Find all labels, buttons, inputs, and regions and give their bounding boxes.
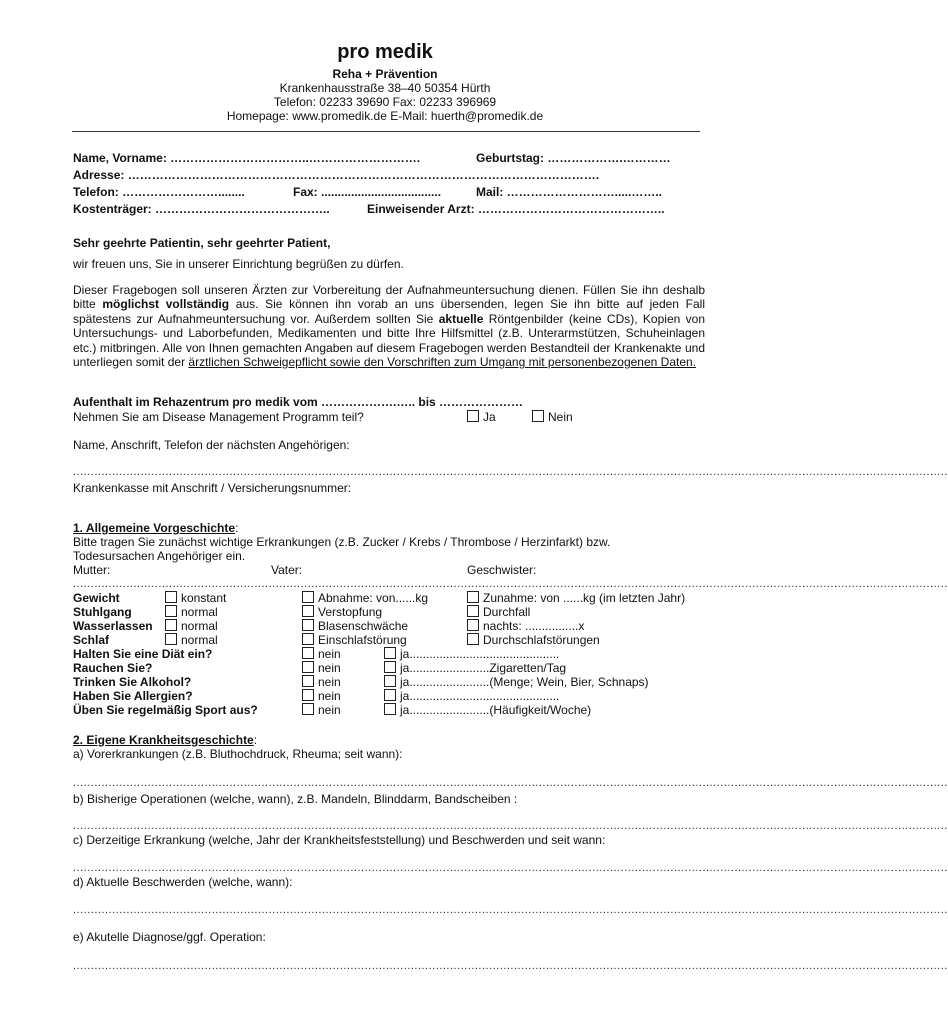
section-1-colon: : [235, 521, 239, 535]
section-1-heading [73, 521, 238, 535]
sleep-onset-disorder-option[interactable] [302, 633, 407, 647]
option-label: ja........................Zigaretten/Tag [400, 661, 567, 675]
sport-no-option[interactable] [302, 703, 341, 717]
option-label: ja............................................. [400, 647, 560, 661]
checkbox[interactable] [384, 647, 396, 659]
stay-period-field[interactable]: Aufenthalt im Rehazentrum pro medik vom ……………….….. bis ………………… [73, 395, 524, 409]
clinic-phone: Telefon: 02233 39690 Fax: 02233 396969 [273, 95, 497, 109]
option-label: Durchfall [483, 605, 531, 619]
smoking-yes-option[interactable] [384, 661, 566, 675]
checkbox[interactable] [302, 633, 314, 645]
referring-doctor-field[interactable]: Einweisender Arzt: ……………………………………….. [367, 202, 665, 216]
checkbox[interactable] [302, 661, 314, 673]
checkbox[interactable] [467, 619, 479, 631]
section-1-text-1: Bitte tragen Sie zunächst wichtige Erkrankungen (z.B. Zucker / Krebs / Thrombose / Herzinfarkt) bzw. [73, 535, 611, 549]
option-label: ja........................(Häufigkeit/Woche) [400, 703, 592, 717]
father-label: Vater: [271, 563, 303, 577]
weight-constant-option[interactable] [165, 591, 226, 605]
habit-label-diet: Halten Sie eine Diät ein? [73, 647, 213, 661]
diet-yes-option[interactable] [384, 647, 559, 661]
current-illness-dotline[interactable]: ...................................................................................................................................................................................................................................................... [73, 862, 948, 874]
clinic-web: Homepage: www.promedik.de E-Mail: huerth@promedik.de [226, 109, 544, 123]
checkbox[interactable] [384, 689, 396, 701]
family-history-dotline[interactable]: ...................................................................................................................................................................................................................................................... [73, 578, 948, 590]
section-2-heading [73, 733, 257, 747]
weight-gain-option[interactable] [467, 591, 685, 605]
dmp-question: Nehmen Sie am Disease Management Programm teil? [73, 410, 364, 424]
option-label: ja........................(Menge; Wein, Bier, Schnaps) [400, 675, 649, 689]
checkbox[interactable] [467, 605, 479, 617]
option-label: nein [318, 703, 341, 717]
dmp-no-option[interactable] [532, 410, 573, 424]
checkbox[interactable] [165, 619, 177, 631]
prior-operations-label: b) Bisherige Operationen (welche, wann), z.B. Mandeln, Blinddarm, Bandscheiben : [73, 792, 518, 806]
checkbox[interactable] [384, 675, 396, 687]
intro-text-2: aus. Sie können ihn vorab an uns übersenden, legen Sie ihn bitte auf jeden Fall spätestens zur Aufnahmeuntersuchung vor. Außerdem sollten Sie [73, 297, 705, 326]
prior-operations-dotline[interactable]: ...................................................................................................................................................................................................................................................... [73, 820, 948, 832]
habit-label-alcohol: Trinken Sie Alkohol? [73, 675, 192, 689]
dmp-yes-checkbox[interactable] [467, 410, 479, 422]
section-2-colon: : [253, 733, 258, 747]
checkbox[interactable] [467, 633, 479, 645]
grid-label-sleep: Schlaf [73, 633, 110, 647]
weight-loss-option[interactable] [302, 591, 428, 605]
option-label: normal [181, 605, 218, 619]
intro-emphasis-current: aktuelle [438, 311, 484, 326]
current-illness-label: c) Derzeitige Erkrankung (welche, Jahr der Krankheitsfeststellung) und Beschwerden und seit wann: [73, 833, 606, 847]
habit-label-allergies: Haben Sie Allergien? [73, 689, 193, 703]
insurer-field[interactable]: Kostenträger: …………………………………….. [73, 202, 330, 216]
fax-field[interactable]: Fax: .................................... [293, 185, 442, 199]
section-1-title: 1. Allgemeine Vorgeschichte [73, 521, 236, 535]
welcome-text: wir freuen uns, Sie in unserer Einrichtung begrüßen zu dürfen. [73, 257, 404, 271]
checkbox[interactable] [467, 591, 479, 603]
prior-illnesses-label: a) Vorerkrankungen (z.B. Bluthochdruck, Rheuma; seit wann): [73, 747, 403, 761]
current-complaints-dotline[interactable]: ...................................................................................................................................................................................................................................................... [73, 904, 948, 916]
header-divider [72, 131, 700, 132]
dmp-no-checkbox[interactable] [532, 410, 544, 422]
checkbox[interactable] [384, 661, 396, 673]
relatives-label: Name, Anschrift, Telefon der nächsten Angehörigen: [73, 438, 350, 452]
option-label: nein [318, 647, 341, 661]
alcohol-yes-option[interactable] [384, 675, 649, 689]
dmp-yes-label: Ja [483, 410, 496, 424]
checkbox[interactable] [302, 703, 314, 715]
siblings-label: Geschwister: [467, 563, 537, 577]
mail-field[interactable]: Mail: ……………………….....…….. [476, 185, 663, 199]
checkbox[interactable] [302, 605, 314, 617]
checkbox[interactable] [384, 703, 396, 715]
sleep-maintenance-disorder-option[interactable] [467, 633, 600, 647]
checkbox[interactable] [165, 605, 177, 617]
checkbox[interactable] [302, 675, 314, 687]
allergies-no-option[interactable] [302, 689, 341, 703]
phone-field[interactable]: Telefon: ……………………........ [73, 185, 245, 199]
sport-yes-option[interactable] [384, 703, 591, 717]
brand-subtitle: Reha + Prävention [332, 67, 438, 81]
section-1-text-2: Todesursachen Angehöriger ein. [73, 549, 246, 563]
diarrhea-option[interactable] [467, 605, 530, 619]
allergies-yes-option[interactable] [384, 689, 559, 703]
option-label: Verstopfung [318, 605, 383, 619]
brand-title: pro medik [337, 41, 433, 63]
insurance-label: Krankenkasse mit Anschrift / Versicherungsnummer: [73, 481, 352, 495]
checkbox[interactable] [165, 591, 177, 603]
privacy-notice: ärztlichen Schweigepflicht sowie den Vorschriften zum Umgang mit personenbezogenen Daten. [188, 355, 697, 370]
intro-paragraph [73, 283, 705, 383]
bladder-weakness-option[interactable] [302, 619, 408, 633]
nocturia-option[interactable] [467, 619, 584, 633]
prior-illnesses-dotline[interactable]: ...................................................................................................................................................................................................................................................... [73, 777, 948, 789]
option-label: ja............................................. [400, 689, 560, 703]
grid-label-stool: Stuhlgang [73, 605, 132, 619]
diagnosis-dotline[interactable]: ...................................................................................................................................................................................................................................................... [73, 960, 948, 972]
constipation-option[interactable] [302, 605, 382, 619]
address-field[interactable]: Adresse: ………………………………………………………………………………………………………. [73, 168, 600, 182]
dmp-no-label: Nein [548, 410, 573, 424]
relatives-dotline[interactable]: ...................................................................................................................................................................................................................................................... [73, 466, 948, 478]
current-complaints-label: d) Aktuelle Beschwerden (welche, wann): [73, 875, 293, 889]
option-label: Blasenschwäche [318, 619, 409, 633]
option-label: konstant [181, 591, 227, 605]
option-label: nein [318, 689, 341, 703]
checkbox[interactable] [302, 647, 314, 659]
mother-label: Mutter: [73, 563, 111, 577]
grid-label-urination: Wasserlassen [73, 619, 153, 633]
checkbox[interactable] [302, 619, 314, 631]
intro-text-3: Röntgenbilder (keine CDs), Kopien von Untersuchungs- und Laborbefunden, Medikamenten und bitte Ihre Hilfsmittel (z.B. Unterarmstützen, Schuheinlagen etc.) mitbringen. Alle von Ihnen gemachten Angaben auf diesem Fragebogen werden Bestandteil der Krankenakte und unterliegen somit der [73, 311, 705, 370]
option-label: Einschlafstörung [318, 633, 407, 647]
section-2-title: 2. Eigene Krankheitsgeschichte [73, 733, 254, 747]
intro-emphasis-complete: möglichst vollständig [102, 297, 230, 312]
alcohol-no-option[interactable] [302, 675, 341, 689]
diagnosis-label: e) Akutelle Diagnose/ggf. Operation: [73, 930, 266, 944]
option-label: Zunahme: von ......kg (im letzten Jahr) [483, 591, 686, 605]
clinic-address: Krankenhausstraße 38–40 50354 Hürth [279, 81, 491, 95]
birthdate-field[interactable]: Geburtstag: ……………….………… [476, 151, 671, 165]
smoking-no-option[interactable] [302, 661, 341, 675]
stool-normal-option[interactable] [165, 605, 218, 619]
checkbox[interactable] [302, 689, 314, 701]
habit-label-sport: Üben Sie regelmäßig Sport aus? [73, 703, 258, 717]
dmp-yes-option[interactable] [467, 410, 496, 424]
name-field[interactable]: Name, Vorname: ……………………………..………………………. [73, 151, 421, 165]
greeting: Sehr geehrte Patientin, sehr geehrter Patient, [73, 236, 331, 250]
checkbox[interactable] [302, 591, 314, 603]
intro-text-1: Dieser Fragebogen soll unseren Ärzten zur Vorbereitung der Aufnahmeuntersuchung dienen. Füllen Sie ihn deshalb bitte [73, 283, 705, 312]
option-label: Durchschlafstörungen [483, 633, 600, 647]
option-label: nein [318, 675, 341, 689]
option-label: Abnahme: von......kg [318, 591, 429, 605]
grid-label-weight: Gewicht [73, 591, 120, 605]
option-label: nachts: ................x [483, 619, 585, 633]
option-label: normal [181, 619, 218, 633]
option-label: nein [318, 661, 341, 675]
urination-normal-option[interactable] [165, 619, 218, 633]
sleep-normal-option[interactable] [165, 633, 218, 647]
option-label: normal [181, 633, 218, 647]
diet-no-option[interactable] [302, 647, 341, 661]
habit-label-smoking: Rauchen Sie? [73, 661, 153, 675]
checkbox[interactable] [165, 633, 177, 645]
